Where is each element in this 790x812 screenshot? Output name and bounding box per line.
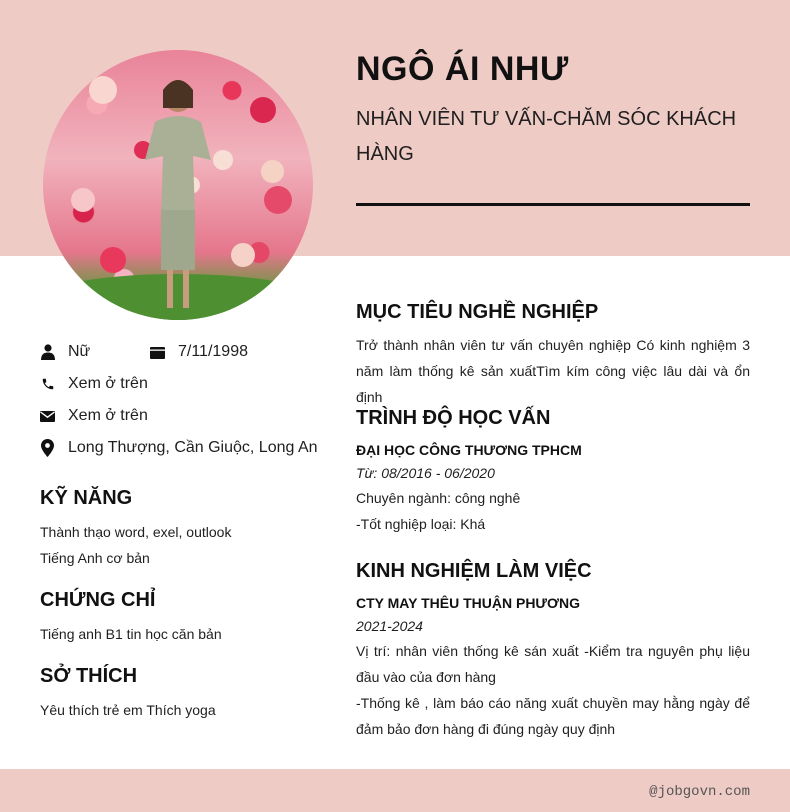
objective-heading: MỤC TIÊU NGHỀ NGHIỆP [356,301,599,323]
candidate-name: NGÔ ÁI NHƯ [356,50,569,88]
experience-description: Vị trí: nhân viên thống kê sán xuất -Kiểm tra nguyên phụ liệu đầu vào của đơn hàng [356,643,750,685]
mail-icon [40,408,55,424]
school-name: ĐẠI HỌC CÔNG THƯƠNG TPHCM [356,442,582,458]
education-major: Chuyên ngành: công nghê [356,490,521,506]
address-value: Long Thượng, Cần Giuộc, Long An [68,439,318,456]
certificates-heading: CHỨNG CHỈ [40,589,156,611]
skill-item: Tiếng Anh cơ bản [40,550,150,566]
phone-row [40,375,148,393]
profile-photo [43,50,313,320]
education-period: Từ: 08/2016 - 06/2020 [356,465,495,481]
skills-heading: KỸ NĂNG [40,487,133,509]
experience-period: 2021-2024 [356,618,423,634]
company-name: CTY MAY THÊU THUẬN PHƯƠNG [356,595,580,611]
person-icon [40,344,55,360]
job-title: NHÂN VIÊN TƯ VẤN-CHĂM SÓC KHÁCH HÀNG [356,108,737,165]
calendar-icon [150,344,165,360]
skill-item: Thành thạo word, exel, outlook [40,524,232,540]
gender-row [40,343,90,361]
gender-value: Nữ [68,343,91,360]
birthday-value: 7/11/1998 [178,343,248,360]
hobbies-heading: SỞ THÍCH [40,665,138,687]
birthday-row [150,343,248,361]
experience-heading: KINH NGHIỆM LÀM VIỆC [356,560,592,582]
email-value: Xem ở trên [68,407,148,424]
certificate-item: Tiếng anh B1 tin học căn bản [40,626,222,642]
footer-credit: @jobgovn.com [649,784,750,800]
hobby-item: Yêu thích trẻ em Thích yoga [40,702,216,718]
email-row [40,407,148,425]
education-heading: TRÌNH ĐỘ HỌC VẤN [356,407,551,429]
education-grade: -Tốt nghiệp loại: Khá [356,516,486,532]
address-row [40,439,318,457]
phone-value: Xem ở trên [68,375,148,392]
phone-icon [40,376,55,392]
location-pin-icon [40,440,55,456]
title-divider [356,203,750,206]
objective-text: Trở thành nhân viên tư vấn chuyên nghiệp Có kinh nghiệm 3 năm làm thống kê sản xuấtTìm kím công việc lâu dài và ổn định [356,337,750,405]
experience-description: -Thống kê , làm báo cáo năng xuất chuyền may hằng ngày để đảm bảo đơn hàng đi đúng ngày quy định [356,695,750,737]
